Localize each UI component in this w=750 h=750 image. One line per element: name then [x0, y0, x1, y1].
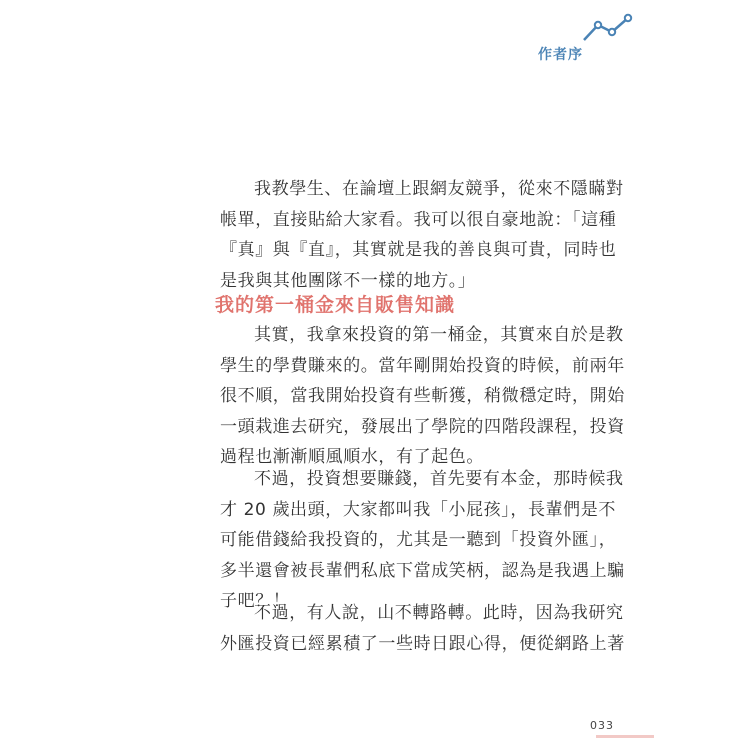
paragraph-intro — [220, 174, 624, 296]
text-line: 其實，我拿來投資的第一桶金，其實來自於是教 — [254, 325, 624, 345]
text-line: 多半還會被長輩們私底下當成笑柄，認為是我遇上騙 — [220, 560, 625, 581]
paragraph-capital — [220, 464, 625, 617]
line-chart-dots-icon — [578, 10, 638, 44]
section-label: 作者序 — [538, 47, 583, 63]
paragraph-turning-point — [220, 598, 625, 659]
page-number-rule — [596, 735, 654, 738]
text-line: 很不順，當我開始投資有些斬獲，稍微穩定時，開始 — [220, 386, 625, 406]
text-line: 外匯投資已經累積了一些時日跟心得，便從網路上著 — [220, 633, 625, 654]
text-line: 可能借錢給我投資的，尤其是一聽到「投資外匯」， — [220, 530, 617, 550]
paragraph-first-bucket — [220, 320, 625, 473]
text-line: 『真』與『直』，其實就是我的善良與可貴，同時也 — [220, 240, 617, 260]
paragraph — [220, 464, 625, 617]
text-line: 學生的學費賺來的。當年剛開始投資的時候，前兩年 — [220, 355, 625, 376]
text-line: 才 20 歲出頭，大家都叫我「小屁孩」，長輩們是不 — [220, 499, 616, 520]
text-line: 一頭栽進去研究，發展出了學院的四階段課程，投資 — [220, 416, 625, 437]
text-line: 我教學生、在論壇上跟網友競爭，從來不隱瞞對 — [254, 179, 624, 199]
text-line: 帳單，直接貼給大家看。我可以很自豪地說：「這種 — [220, 209, 617, 230]
text-line: 不過，有人說，山不轉路轉。此時，因為我研究 — [254, 603, 624, 623]
paragraph — [220, 174, 624, 296]
section-heading: 我的第一桶金來自販售知識 — [215, 294, 456, 316]
paragraph — [220, 598, 625, 659]
text-line: 子吧？！ — [220, 591, 291, 611]
text-line: 不過，投資想要賺錢，首先要有本金，那時候我 — [254, 469, 624, 489]
paragraph — [220, 320, 625, 473]
text-line: 是我與其他團隊不一樣的地方。」 — [220, 270, 476, 291]
text-line: 過程也漸漸順風順水，有了起色。 — [220, 447, 484, 467]
page-number: 033 — [590, 719, 614, 732]
